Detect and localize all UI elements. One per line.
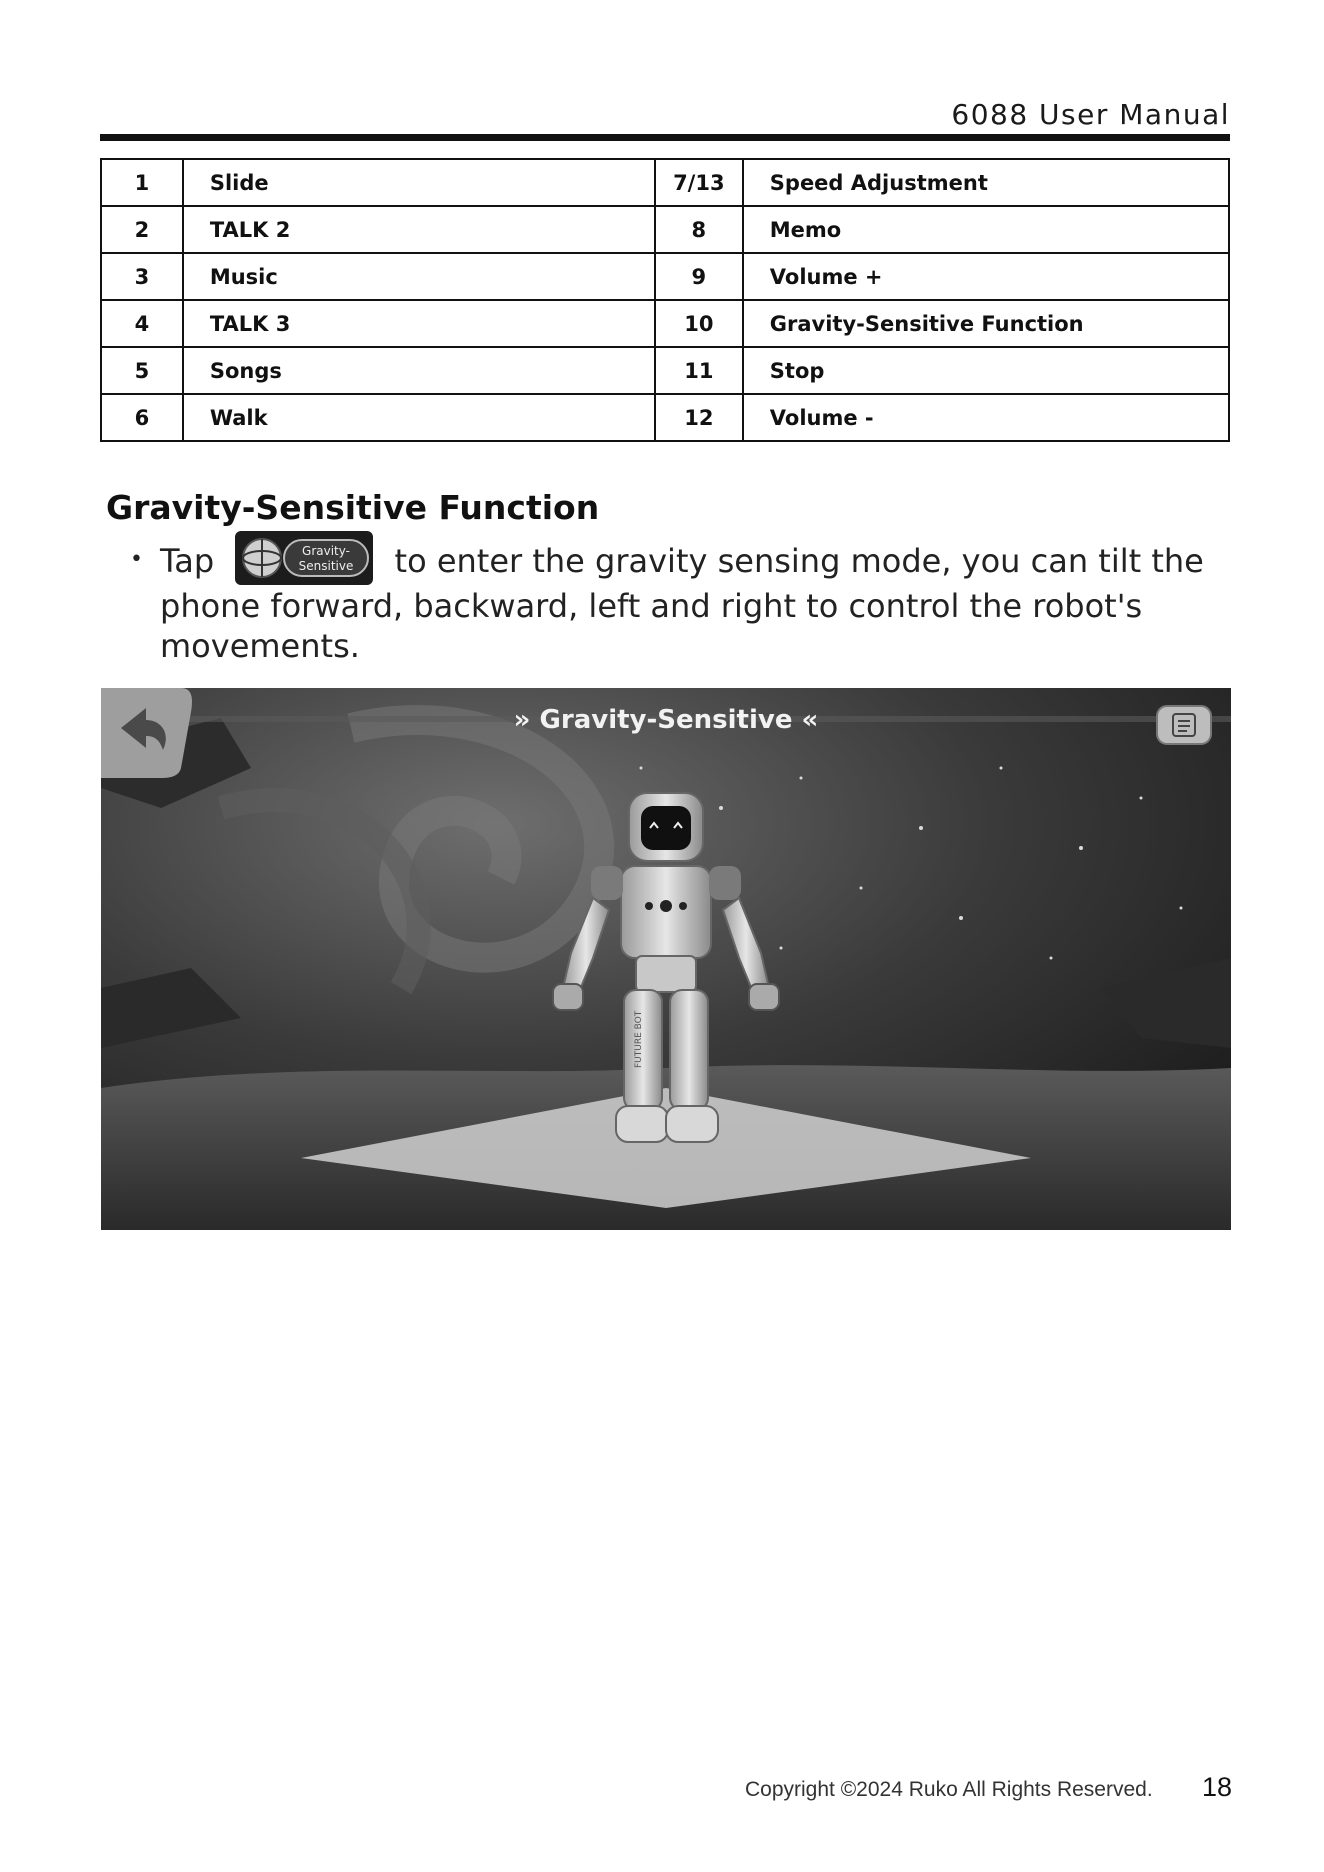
instruction-bullet xyxy=(130,540,1210,666)
footer-copyright: Copyright ©2024 Ruko All Rights Reserved. xyxy=(745,1778,1153,1801)
key-table-left-label: Music xyxy=(183,253,655,300)
key-table-right-number: 10 xyxy=(655,300,743,347)
back-arrow-icon[interactable] xyxy=(101,688,192,778)
key-table-right-number: 8 xyxy=(655,206,743,253)
key-table-right-label: Speed Adjustment xyxy=(743,159,1229,206)
key-table-left-label: TALK 3 xyxy=(183,300,655,347)
key-table-left-number: 6 xyxy=(101,394,183,441)
key-table-right-label: Stop xyxy=(743,347,1229,394)
button-key-table xyxy=(100,158,1230,442)
gravity-button-label-1: Gravity- xyxy=(302,544,351,558)
key-table-row xyxy=(101,159,1229,206)
key-table-left-label: Walk xyxy=(183,394,655,441)
gravity-sensitive-button-icon xyxy=(234,530,374,586)
page-number: 18 xyxy=(1201,1772,1232,1802)
bullet-text xyxy=(160,540,1210,666)
key-table-row xyxy=(101,206,1229,253)
key-table-row xyxy=(101,253,1229,300)
key-table-right-number: 9 xyxy=(655,253,743,300)
key-table-row xyxy=(101,347,1229,394)
robot-chest-label: FUTURE BOT xyxy=(634,1010,644,1068)
key-table-left-label: Slide xyxy=(183,159,655,206)
key-table-right-number: 12 xyxy=(655,394,743,441)
screen-title: » Gravity-Sensitive « xyxy=(513,705,819,735)
gravity-button-label-2: Sensitive xyxy=(298,559,354,573)
key-table-left-number: 5 xyxy=(101,347,183,394)
key-table-right-label: Volume + xyxy=(743,253,1229,300)
key-table-left-label: TALK 2 xyxy=(183,206,655,253)
key-table-left-number: 4 xyxy=(101,300,183,347)
key-table-right-label: Volume - xyxy=(743,394,1229,441)
header-divider xyxy=(100,134,1230,141)
key-table-left-label: Songs xyxy=(183,347,655,394)
key-table-right-number: 11 xyxy=(655,347,743,394)
bullet-suffix: to enter the gravity sensing mode, you can tilt the phone forward, backward, left and right to control the robot's movements. xyxy=(160,542,1204,665)
section-title: Gravity-Sensitive Function xyxy=(106,488,600,527)
menu-icon[interactable] xyxy=(1157,706,1211,744)
bullet-dot: • xyxy=(130,547,143,572)
screen-title-text: Gravity-Sensitive xyxy=(539,705,793,735)
robot-face-screen xyxy=(641,806,691,850)
bullet-prefix: Tap xyxy=(160,542,215,580)
key-table-row xyxy=(101,300,1229,347)
key-table-right-label: Memo xyxy=(743,206,1229,253)
page-header-title: 6088 User Manual xyxy=(951,98,1230,131)
key-table-right-number: 7/13 xyxy=(655,159,743,206)
key-table-row xyxy=(101,394,1229,441)
key-table-right-label: Gravity-Sensitive Function xyxy=(743,300,1229,347)
key-table-left-number: 3 xyxy=(101,253,183,300)
app-screenshot xyxy=(101,688,1231,1230)
key-table-left-number: 1 xyxy=(101,159,183,206)
key-table-left-number: 2 xyxy=(101,206,183,253)
